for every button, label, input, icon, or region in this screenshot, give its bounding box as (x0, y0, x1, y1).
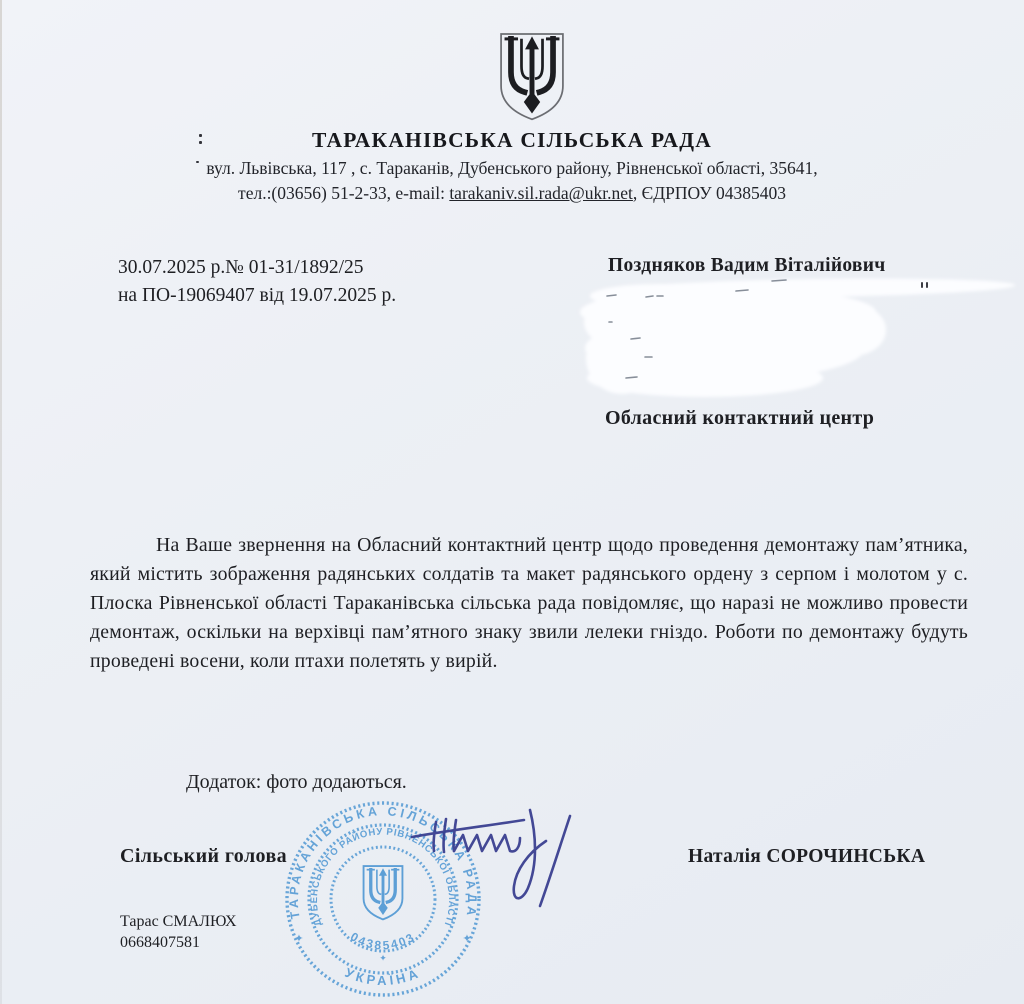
scan-artifact (199, 141, 202, 144)
whiteout-blob (580, 276, 1015, 397)
quote-mark-remnant (922, 283, 927, 287)
scan-artifact (196, 161, 199, 163)
stamp-edrpou-number: 04385403 (348, 929, 418, 953)
stamp-diamond-bottom: ✦ (379, 953, 387, 963)
stamp-ring-top-text: ТАРАКАНІВСЬКА СІЛЬСЬКА РАДА (286, 804, 480, 920)
stamp-trident-emblem (364, 866, 403, 919)
stamp-ring-inner-text: ДУБЕНСЬКОГО РАЙОНУ РІВНЕНСЬКОЇ ОБЛАСТІ (308, 826, 458, 928)
scan-artifact (199, 134, 202, 137)
signer-name: Наталія СОРОЧИНСЬКА (688, 846, 926, 867)
contact-person-name: Тарас СМАЛЮХ (120, 913, 237, 930)
address-line-1: вул. Львівська, 117 , с. Тараканів, Дубенського району, Рівненської області, 35641, (206, 158, 818, 178)
letter-body-paragraph: На Ваше звернення на Обласний контактний центр щодо проведення демонтажу пам’ятника, який містить зображення радянських солдатів та макет радянського ордену з серпом і молотом у с. Плоска Рівненської області Тараканівська сільська рада повідомляє, що наразі не можливо провести демонтаж, оскільки на верхівці пам’ятного знаку звили лелеки гніздо. Роботи по демонтажу будуть проведені восени, коли птахи полетять у вирій. (90, 534, 968, 672)
email-address: tarakaniv.sil.rada@ukr.net (449, 183, 633, 203)
svg-text:УКРАЇНА (343, 965, 423, 988)
stamp-diamond-right: ✦ (462, 933, 472, 945)
phone-and-email-prefix: тел.:(03656) 51-2-33, e-mail: (238, 183, 450, 203)
recipient-organization: Обласний контактний центр (605, 407, 875, 429)
recipient-name: Поздняков Вадим Віталійович (608, 255, 886, 276)
incoming-number-line: на ПО-19069407 від 19.07.2025 р. (118, 285, 397, 306)
handwritten-signature (406, 804, 578, 922)
contact-phone-number: 0668407581 (120, 934, 200, 951)
svg-text:04385403 (348, 929, 418, 952)
stamp-diamond-left: ✦ (294, 933, 304, 945)
covered-text-remnants (607, 280, 786, 378)
edrpou-suffix: , ЄДРПОУ 04385403 (632, 183, 786, 203)
attachment-note: Додаток: фото додаються. (186, 771, 407, 793)
outgoing-number-line: 30.07.2025 р.№ 01-31/1892/25 (118, 257, 364, 278)
reference-block (118, 254, 396, 310)
organization-title: ТАРАКАНІВСЬКА СІЛЬСЬКА РАДА (312, 128, 712, 152)
stamp-country-text: УКРАЇНА (342, 964, 424, 989)
address-line-2 (0, 183, 1024, 204)
signer-position-title: Сільський голова (120, 845, 288, 867)
ukraine-trident-emblem (494, 29, 570, 123)
